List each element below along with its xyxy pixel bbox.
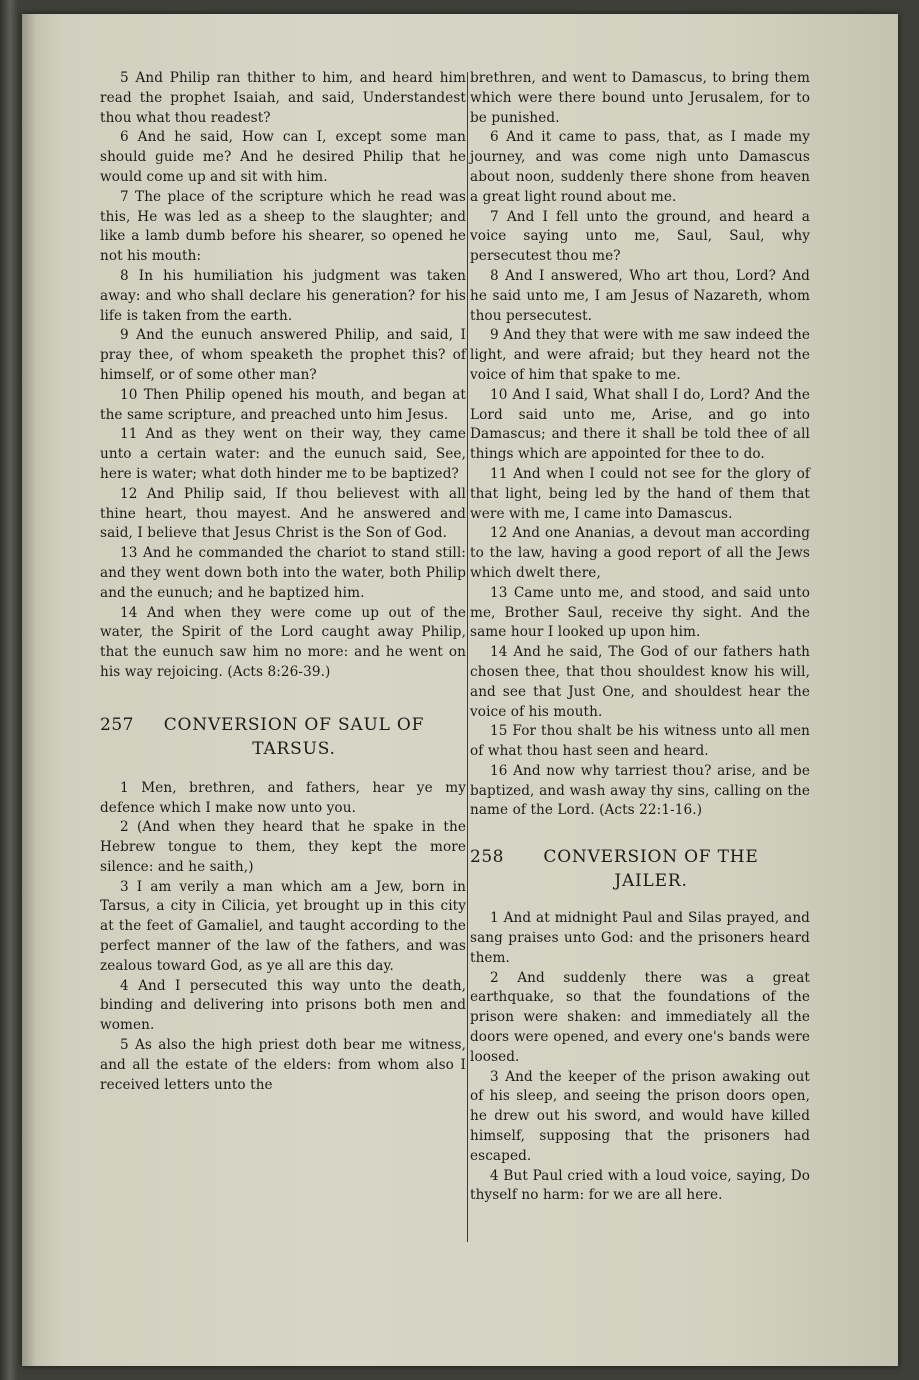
verse-paragraph: 7 And I fell unto the ground, and heard a voice saying unto me, Saul, Saul, why persecutest thou me? bbox=[470, 208, 810, 265]
section-number: 258 bbox=[470, 847, 504, 868]
verse-paragraph: 12 And one Ananias, a devout man according to the law, having a good report of all the Jews which dwelt there, bbox=[470, 525, 810, 581]
verse-paragraph: 10 And I said, What shall I do, Lord? And the Lord said unto me, Arise, and go into Damascus; and there it shall be told thee of all things which are appointed for thee to do. bbox=[470, 386, 810, 463]
right-column bbox=[470, 69, 810, 1206]
verse-paragraph: 11 And when I could not see for the glory of that light, being led by the hand of them that were with me, I came into Damascus. bbox=[470, 465, 810, 522]
verse-paragraph: 9 And they that were with me saw indeed the light, and were afraid; but they heard not the voice of him that spake to me. bbox=[470, 327, 810, 383]
verse-paragraph: 2 (And when they heard that he spake in the Hebrew tongue to them, they kept the more silence: and he saith,) bbox=[100, 819, 466, 875]
left-paragraphs-before bbox=[100, 69, 466, 683]
verse-paragraph: 7 The place of the scripture which he read was this, He was led as a sheep to the slaughter; and like a lamb dumb before his shearer, so opened he not his mouth: bbox=[100, 188, 466, 265]
right-paragraphs-before bbox=[470, 69, 810, 821]
verse-paragraph: 11 And as they went on their way, they came unto a certain water: and the eunuch said, See, here is water; what doth hinder me to be baptized? bbox=[100, 426, 466, 482]
verse-paragraph: 12 And Philip said, If thou believest with all thine heart, thou mayest. And he answered and said, I believe that Jesus Christ is the Son of God. bbox=[100, 485, 466, 542]
verse-paragraph: 4 But Paul cried with a loud voice, saying, Do thyself no harm: for we are all here. bbox=[470, 1167, 810, 1204]
verse-paragraph: 10 Then Philip opened his mouth, and began at the same scripture, and preached unto him Jesus. bbox=[100, 386, 466, 423]
verse-paragraph: 4 And I persecuted this way unto the death, binding and delivering into prisons both men and women. bbox=[100, 977, 466, 1034]
verse-paragraph: 6 And he said, How can I, except some man should guide me? And he desired Philip that he would come up and sit with him. bbox=[100, 129, 466, 185]
verse-paragraph: 13 Came unto me, and stood, and said unto me, Brother Saul, receive thy sight. And the same hour I looked up upon him. bbox=[470, 584, 810, 641]
verse-paragraph: 13 And he commanded the chariot to stand still: and they went down both into the water, both Philip and the eunuch; and he baptized him. bbox=[100, 545, 466, 601]
section-title: CONVERSION OF SAUL OF TARSUS. bbox=[163, 714, 425, 759]
verse-paragraph: 1 And at midnight Paul and Silas prayed, and sang praises unto God: and the prisoners heard them. bbox=[470, 910, 810, 966]
right-paragraphs-after bbox=[470, 909, 810, 1206]
verse-paragraph: 1 Men, brethren, and fathers, hear ye my defence which I make now unto you. bbox=[100, 779, 466, 816]
verse-paragraph: 15 For thou shalt be his witness unto all men of what thou hast seen and heard. bbox=[470, 723, 810, 760]
verse-paragraph: 6 And it came to pass, that, as I made my journey, and was come nigh unto Damascus about noon, suddenly there shone from heaven a great light round about me. bbox=[470, 129, 810, 205]
verse-paragraph: 14 And he said, The God of our fathers hath chosen thee, that thou shouldest know his will, and see that Just One, and shouldest hear the voice of his mouth. bbox=[470, 644, 810, 720]
verse-paragraph: 3 I am verily a man which am a Jew, born in Tarsus, a city in Cilicia, yet brought up in this city at the feet of Gamaliel, and taught according to the perfect manner of the law of the fathers, and was zealous toward God, as ye all are this day. bbox=[100, 878, 466, 974]
section-title: CONVERSION OF THE JAILER. bbox=[543, 847, 759, 892]
section-number: 257 bbox=[100, 714, 134, 735]
verse-paragraph: 14 And when they were come up out of the water, the Spirit of the Lord caught away Philip, that the eunuch saw him no more: and he went on his way rejoicing. (Acts 8:26-39.) bbox=[100, 604, 466, 680]
left-paragraphs-after bbox=[100, 779, 466, 1096]
verse-paragraph: 2 And suddenly there was a great earthquake, so that the foundations of the prison were shaken: and immediately all the doors were opened, and every one's bands were loosed. bbox=[470, 969, 810, 1065]
verse-paragraph: 5 And Philip ran thither to him, and heard him read the prophet Isaiah, and said, Understandest thou what thou readest? bbox=[100, 70, 466, 126]
verse-paragraph: 16 And now why tarriest thou? arise, and be baptized, and wash away thy sins, calling on the name of the Lord. (Acts 22:1-16.) bbox=[470, 762, 810, 819]
verse-paragraph: 9 And the eunuch answered Philip, and said, I pray thee, of whom speaketh the prophet this? of himself, or of some other man? bbox=[100, 327, 466, 383]
verse-paragraph: 3 And the keeper of the prison awaking out of his sleep, and seeing the prison doors open, he drew out his sword, and would have killed himself, supposing that the prisoners had escaped. bbox=[470, 1068, 810, 1164]
left-column bbox=[100, 69, 466, 1095]
verse-continuation: brethren, and went to Damascus, to bring them which were there bound unto Jerusalem, for to be punished. bbox=[470, 70, 810, 126]
column-divider bbox=[467, 72, 468, 1242]
section-heading-257 bbox=[100, 713, 466, 761]
section-heading-258 bbox=[470, 845, 810, 893]
verse-paragraph: 8 In his humiliation his judgment was taken away: and who shall declare his generation? for his life is taken from the earth. bbox=[100, 267, 466, 324]
page-binding-shadow bbox=[22, 14, 36, 1366]
verse-paragraph: 5 As also the high priest doth bear me witness, and all the estate of the elders: from whom also I received letters unto the bbox=[100, 1037, 466, 1093]
verse-paragraph: 8 And I answered, Who art thou, Lord? And he said unto me, I am Jesus of Nazareth, whom thou persecutest. bbox=[470, 267, 810, 324]
